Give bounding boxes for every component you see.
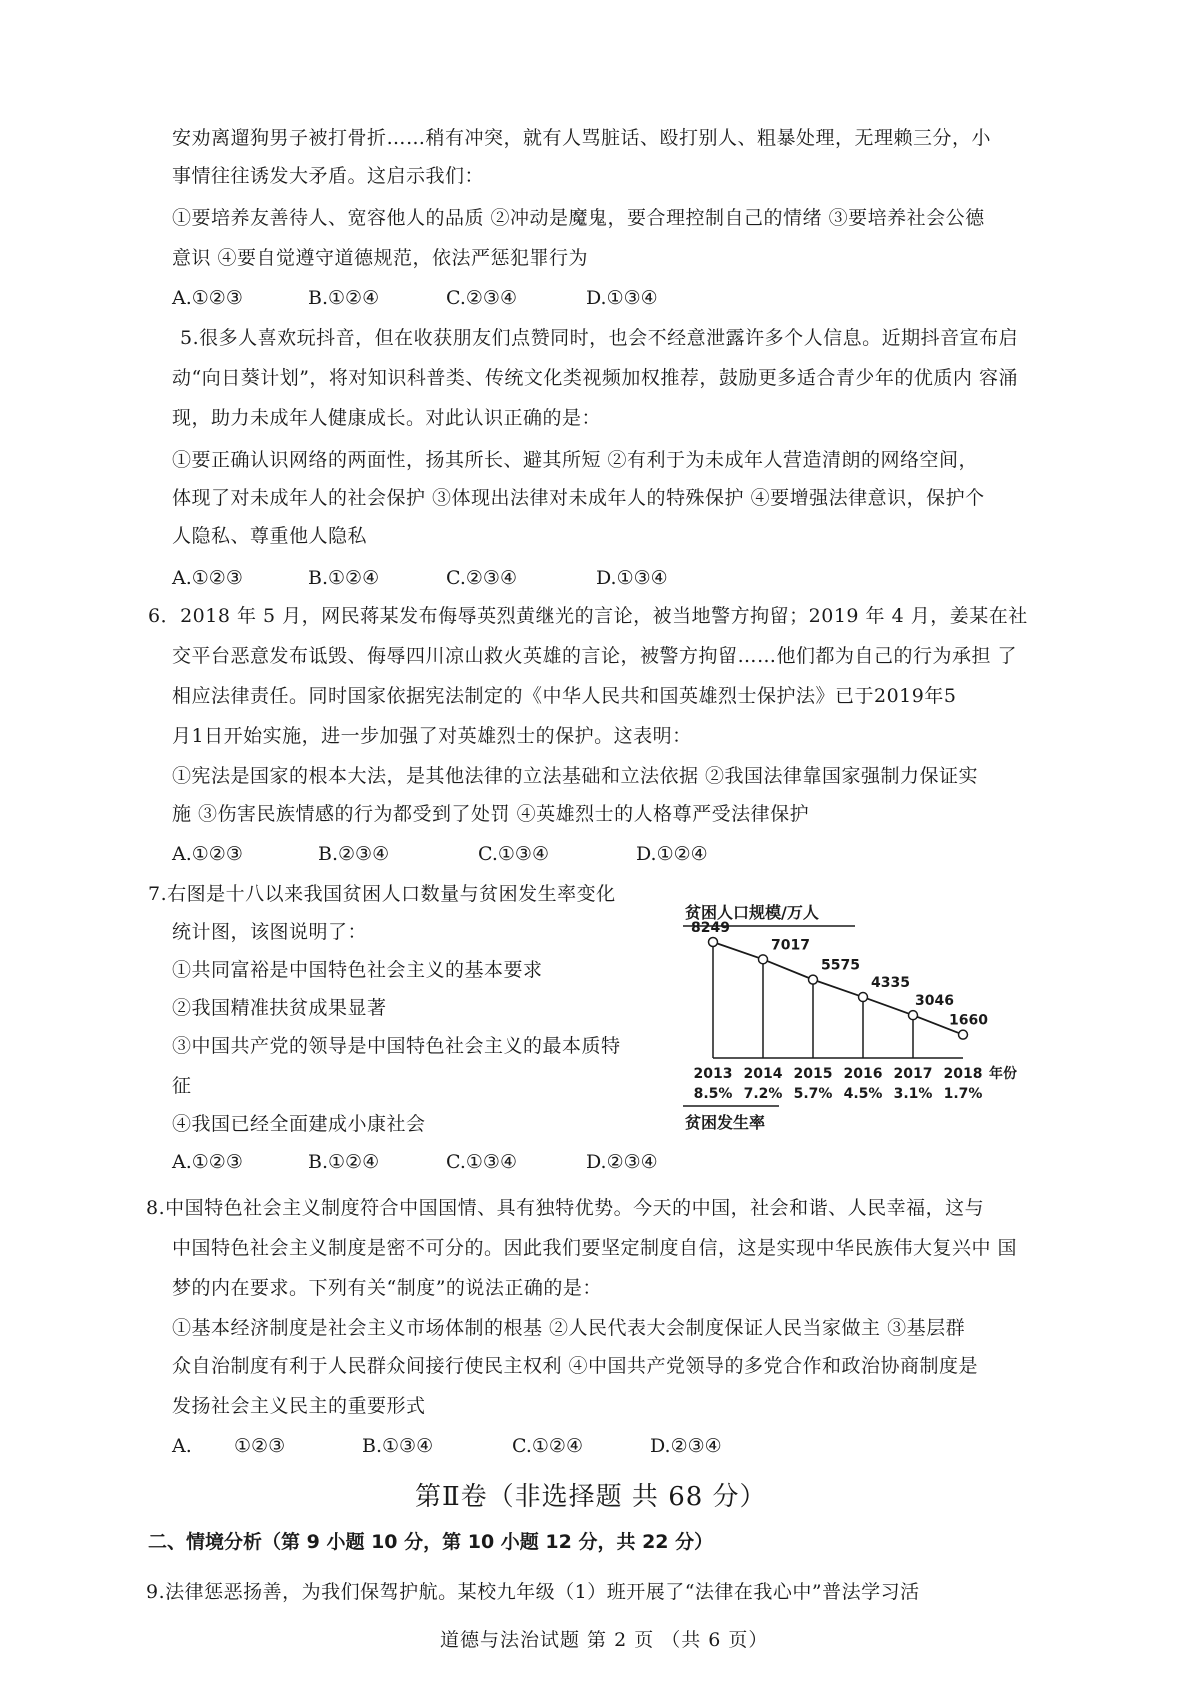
q5-line-1: 5.很多人喜欢玩抖音，但在收获朋友们点赞同时，也会不经意泄露许多个人信息。近期抖音宣布启 [180,327,1019,349]
page-footer: 道德与法治试题 第 2 页 （共 6 页） [440,1629,769,1651]
q4-line-3: ①要培养友善待人、宽容他人的品质 ②冲动是魔鬼，要合理控制自己的情绪 ③要培养社会公德 [172,207,985,229]
chart-value-label: 1660 [949,1012,988,1029]
chart-title: 贫困人口规模/万人 [685,903,819,922]
chart-value-label: 4335 [871,975,910,992]
chart-rate-label: 7.2% [743,1086,783,1102]
poverty-chart [683,898,1043,1148]
section-two-heading: 二、情境分析（第 9 小题 10 分，第 10 小题 12 分，共 22 分） [148,1531,714,1553]
q8-line-6: 发扬社会主义民主的重要形式 [172,1395,426,1417]
q7-line-1: 7.右图是十八以来我国贫困人口数量与贫困发生率变化 [148,883,616,905]
q7-option-d: D.②③④ [586,1151,658,1173]
q4-option-a: A.①②③ [172,287,243,309]
q6-option-c: C.①③④ [478,843,549,865]
chart-x-axis-label: 年份 [989,1066,1017,1082]
q8-option-a-choices: ①②③ [234,1435,286,1457]
q6-line-1: 6．2018 年 5 月，网民蒋某发布侮辱英烈黄继光的言论，被当地警方拘留；2019 年 4 月，姜某在社 [148,605,1028,627]
chart-value-label: 3046 [915,993,954,1010]
q7-line-5: ③中国共产党的领导是中国特色社会主义的最本质特 [172,1035,621,1057]
q5-option-c: C.②③④ [446,567,517,589]
q8-line-2: 中国特色社会主义制度是密不可分的。因此我们要坚定制度自信，这是实现中华民族伟大复兴中 国 [172,1237,1018,1259]
q5-line-4: ①要正确认识网络的两面性，扬其所长、避其所短 ②有利于为未成年人营造清朗的网络空间， [172,449,979,471]
q4-line-4: 意识 ④要自觉遵守道德规范，依法严惩犯罪行为 [172,247,589,269]
q8-option-c: C.①②④ [512,1435,583,1457]
chart-point [959,1030,968,1039]
q7-option-a: A.①②③ [172,1151,243,1173]
chart-x-tick-label: 2014 [743,1066,783,1082]
chart-x-tick-label: 2017 [893,1066,933,1082]
q7-line-4: ②我国精准扶贫成果显著 [172,997,387,1019]
chart-rate-label: 3.1% [893,1086,933,1102]
q5-line-3: 现，助力未成年人健康成长。对此认识正确的是： [172,407,602,429]
q9-line-1: 9.法律惩恶扬善，为我们保驾护航。某校九年级（1）班开展了“法律在我心中”普法学习活 [146,1581,920,1603]
chart-series-line [713,942,963,1035]
q6-option-b: B.②③④ [318,843,390,865]
chart-x-tick-label: 2018 [943,1066,983,1082]
chart-rate-title: 贫困发生率 [685,1113,766,1132]
q7-line-3: ①共同富裕是中国特色社会主义的基本要求 [172,959,543,981]
q5-option-d: D.①③④ [596,567,668,589]
chart-point [759,955,768,964]
q8-option-a: A. [172,1435,192,1457]
chart-point [809,975,818,984]
q8-line-4: ①基本经济制度是社会主义市场体制的根基 ②人民代表大会制度保证人民当家做主 ③基层群 [172,1317,966,1339]
q5-line-5: 体现了对未成年人的社会保护 ③体现出法律对未成年人的特殊保护 ④要增强法律意识，保护个 [172,487,985,509]
part-two-title: 第Ⅱ卷（非选择题 共 68 分） [415,1482,767,1512]
chart-point [909,1011,918,1020]
chart-x-tick-label: 2016 [843,1066,883,1082]
q8-line-1: 8.中国特色社会主义制度符合中国国情、具有独特优势。今天的中国，社会和谐、人民幸福，这与 [146,1197,985,1219]
q7-line-7: ④我国已经全面建成小康社会 [172,1113,426,1135]
q7-option-b: B.①②④ [308,1151,380,1173]
q6-option-d: D.①②④ [636,843,708,865]
q5-option-a: A.①②③ [172,567,243,589]
q7-line-6: 征 [172,1075,192,1097]
q8-option-d: D.②③④ [650,1435,722,1457]
chart-x-tick-label: 2015 [793,1066,833,1082]
q6-line-5: ①宪法是国家的根本大法，是其他法律的立法基础和立法依据 ②我国法律靠国家强制力保证实 [172,765,979,787]
chart-rate-label: 1.7% [943,1086,983,1102]
q5-line-2: 动“向日葵计划”，将对知识科普类、传统文化类视频加权推荐，鼓励更多适合青少年的优质内 容涌 [172,367,1018,389]
chart-value-label: 7017 [771,937,810,954]
q6-line-6: 施 ③伤害民族情感的行为都受到了处罚 ④英雄烈士的人格尊严受法律保护 [172,803,810,825]
q8-line-5: 众自治制度有利于人民群众间接行使民主权利 ④中国共产党领导的多党合作和政治协商制度是 [172,1355,979,1377]
q6-option-a: A.①②③ [172,843,243,865]
q5-line-6: 人隐私、尊重他人隐私 [172,525,368,547]
chart-rate-label: 4.5% [843,1086,883,1102]
q4-option-d: D.①③④ [586,287,658,309]
q4-option-b: B.①②④ [308,287,380,309]
q6-line-4: 月1日开始实施，进一步加强了对英雄烈士的保护。这表明： [172,725,692,747]
chart-rate-label: 5.7% [793,1086,833,1102]
q7-line-2: 统计图，该图说明了： [172,921,368,943]
q4-line-2: 事情往往诱发大矛盾。这启示我们： [172,165,485,187]
chart-point [859,993,868,1002]
q8-option-b: B.①③④ [362,1435,434,1457]
chart-x-tick-label: 2013 [693,1066,733,1082]
q4-option-c: C.②③④ [446,287,517,309]
q6-line-2: 交平台恶意发布诋毁、侮辱四川凉山救火英雄的言论，被警方拘留……他们都为自己的行为承担 了 [172,645,1018,667]
q7-option-c: C.①③④ [446,1151,517,1173]
q5-option-b: B.①②④ [308,567,380,589]
chart-rate-label: 8.5% [693,1086,733,1102]
q4-line-1: 安劝离遛狗男子被打骨折……稍有冲突，就有人骂脏话、殴打别人、粗暴处理，无理赖三分，小 [172,127,992,149]
q8-line-3: 梦的内在要求。下列有关“制度”的说法正确的是： [172,1277,602,1299]
q6-line-3: 相应法律责任。同时国家依据宪法制定的《中华人民共和国英雄烈士保护法》已于2019年5 [172,685,957,707]
chart-value-label: 8249 [691,920,730,936]
chart-value-label: 5575 [821,957,860,974]
chart-point [709,938,718,947]
